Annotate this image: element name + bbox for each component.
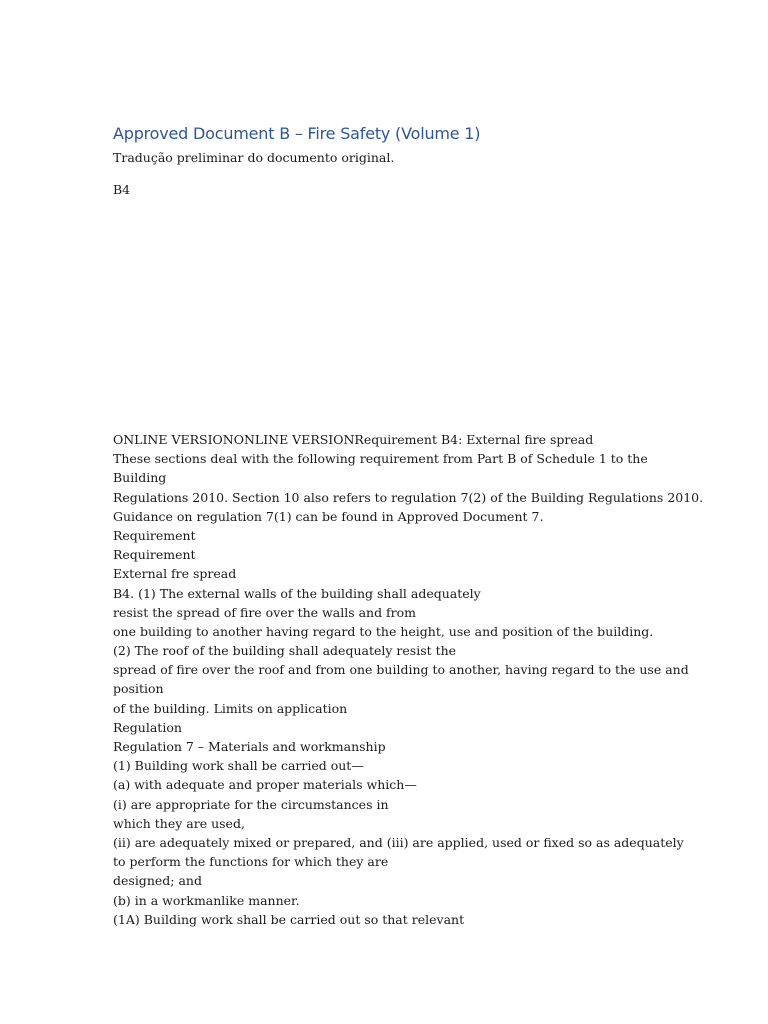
- body-line: spread of fire over the roof and from one building to another, having regard to the use and: [113, 662, 689, 678]
- body-line: (b) in a workmanlike manner.: [113, 892, 300, 908]
- document-subtitle: Tradução preliminar do documento original.: [113, 150, 395, 165]
- body-line: External fre spread: [113, 566, 237, 582]
- body-line: resist the spread of fire over the walls and from: [113, 604, 417, 620]
- body-line: Requirement: [113, 547, 196, 563]
- body-line: (a) with adequate and proper materials which—: [113, 777, 417, 793]
- body-line: ONLINE VERSIONONLINE VERSIONRequirement B4: External fire spread: [113, 432, 594, 447]
- body-line: which they are used,: [113, 815, 245, 831]
- body-line: (ii) are adequately mixed or prepared, and (iii) are applied, used or fixed so as adequately: [113, 834, 684, 850]
- body-line: to perform the functions for which they are: [113, 854, 389, 870]
- body-line: (1) Building work shall be carried out—: [113, 758, 364, 774]
- body-line: designed; and: [113, 873, 202, 889]
- document-body: [113, 430, 704, 929]
- body-line: Building: [113, 470, 167, 486]
- body-line: Guidance on regulation 7(1) can be found in Approved Document 7.: [113, 508, 544, 524]
- body-line: (2) The roof of the building shall adequately resist the: [113, 643, 457, 659]
- body-line: position: [113, 681, 164, 697]
- section-code: B4: [113, 182, 131, 197]
- body-line: one building to another having regard to the height, use and position of the building.: [113, 623, 654, 639]
- body-line: of the building. Limits on application: [113, 700, 348, 716]
- body-line: These sections deal with the following requirement from Part B of Schedule 1 to the: [113, 451, 648, 467]
- body-line: Regulation 7 – Materials and workmanship: [113, 739, 386, 754]
- body-line: (1A) Building work shall be carried out so that relevant: [113, 911, 465, 927]
- body-line: B4. (1) The external walls of the building shall adequately: [113, 585, 481, 601]
- body-line: Regulations 2010. Section 10 also refers to regulation 7(2) of the Building Regulations 2010.: [113, 489, 704, 505]
- body-line: Requirement: [113, 527, 196, 543]
- document-title: Approved Document B – Fire Safety (Volume 1): [113, 124, 481, 143]
- body-line: Regulation: [113, 719, 182, 735]
- body-line: (i) are appropriate for the circumstances in: [113, 796, 389, 812]
